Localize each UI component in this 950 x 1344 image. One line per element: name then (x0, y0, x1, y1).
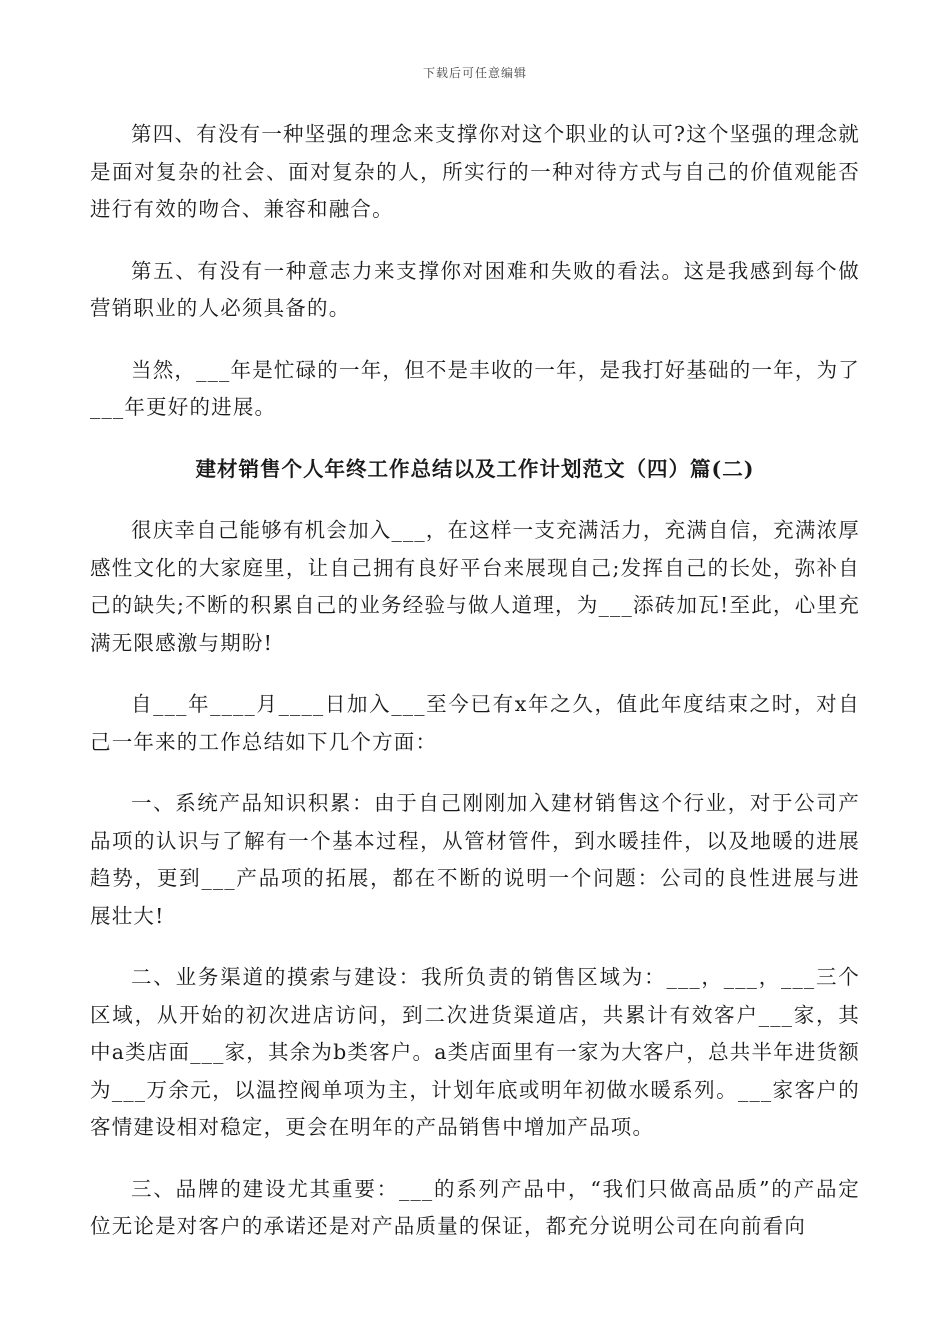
paragraph-fourth-point: 第四、有没有一种坚强的理念来支撑你对这个职业的认可?这个坚强的理念就是面对复杂的社会、面对复杂的人，所实行的一种对待方式与自己的价值观能否进行有效的吻合、兼容和融合。 (90, 122, 860, 221)
paragraph-business-channels: 二、业务渠道的摸索与建设：我所负责的销售区域为：___，___，___三个区域，从开始的初次进店访问，到二次进货渠道店，共累计有效客户___家，其中a类店面___家，其余为b类客户。a类店面里有一家为大客户，总共半年进货额为___万余元，以温控阀单项为主，计划年底或明年初做水暖系列。___家客户的客情建设相对稳定，更会在明年的产品销售中增加产品项。 (90, 965, 860, 1139)
paragraph-year-summary: 当然，___年是忙碌的一年，但不是丰收的一年，是我打好基础的一年，为了___年更好的进展。 (90, 357, 860, 419)
paragraph-brand-building: 三、品牌的建设尤其重要：___的系列产品中，“我们只做高品质”的产品定位无论是对客户的承诺还是对产品质量的保证，都充分说明公司在向前看向 (90, 1176, 860, 1238)
paragraph-fifth-point: 第五、有没有一种意志力来支撑你对困难和失败的看法。这是我感到每个做营销职业的人必须具备的。 (90, 258, 860, 320)
paragraph-intro: 很庆幸自己能够有机会加入___，在这样一支充满活力，充满自信，充满浓厚感性文化的大家庭里，让自己拥有良好平台来展现自己;发挥自己的长处，弥补自己的缺失;不断的积累自己的业务经验与做人道理，为___添砖加瓦!至此，心里充满无限感激与期盼! (90, 518, 860, 655)
document-body (90, 116, 860, 1270)
paragraph-product-knowledge: 一、系统产品知识积累：由于自己刚刚加入建材销售这个行业，对于公司产品项的认识与了解有一个基本过程，从管材管件，到水暖挂件，以及地暖的进展趋势，更到___产品项的拓展，都在不断的说明一个问题：公司的良性进展与进展壮大! (90, 791, 860, 928)
paragraph-join-date: 自___年____月____日加入___至今已有x年之久，值此年度结束之时，对自己一年来的工作总结如下几个方面： (90, 692, 860, 754)
page-header-note: 下载后可任意编辑 (422, 66, 527, 80)
section-title: 建材销售个人年终工作总结以及工作计划范文（四）篇(二) (195, 456, 755, 481)
